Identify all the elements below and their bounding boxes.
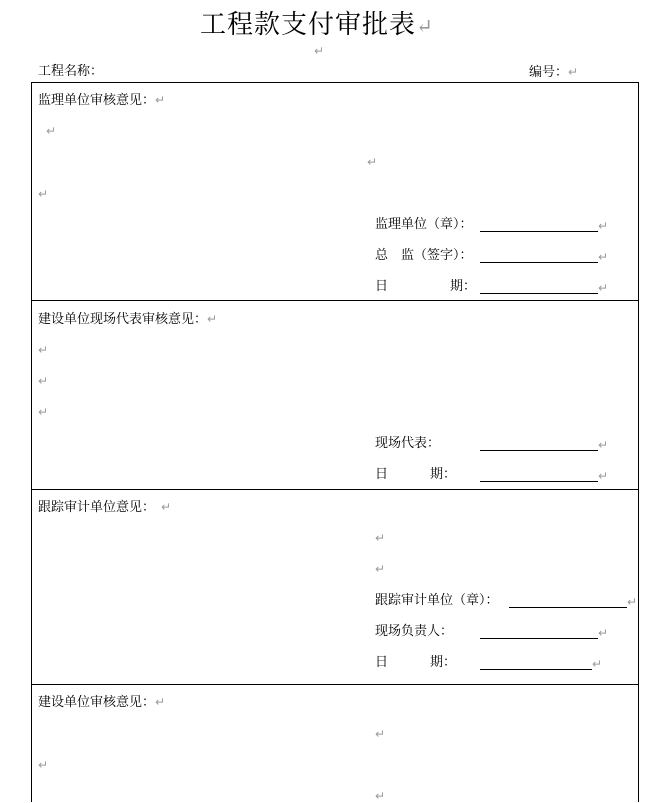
paragraph-mark-icon: ↵ bbox=[207, 312, 218, 326]
paragraph-mark-icon: ↵ bbox=[375, 531, 386, 545]
paragraph-mark-icon: ↵ bbox=[375, 727, 386, 741]
paragraph-mark-icon: ↵ bbox=[38, 758, 49, 772]
paragraph-mark-icon: ↵ bbox=[627, 595, 638, 609]
row-divider bbox=[31, 684, 639, 685]
section-heading bbox=[38, 92, 165, 109]
paragraph-mark-icon: ↵ bbox=[598, 250, 609, 264]
paragraph-mark-icon: ↵ bbox=[161, 500, 172, 514]
paragraph-mark-icon: ↵ bbox=[598, 281, 609, 295]
field-label: 现场代表： bbox=[375, 436, 441, 451]
project-name-label: 工程名称： bbox=[38, 64, 104, 79]
date-label-a: 日 bbox=[375, 279, 389, 294]
signature-line[interactable] bbox=[480, 262, 598, 263]
number-label bbox=[529, 64, 578, 81]
date-label-b: 期： bbox=[430, 467, 457, 482]
paragraph-mark-icon: ↵ bbox=[38, 374, 49, 388]
table-border-top bbox=[31, 82, 639, 83]
paragraph-mark-icon: ↵ bbox=[46, 124, 57, 138]
section-heading-text: 建设单位审核意见： bbox=[38, 695, 156, 710]
paragraph-mark-icon: ↵ bbox=[38, 405, 49, 419]
section-heading-text: 建设单位现场代表审核意见： bbox=[38, 312, 208, 327]
section-heading bbox=[38, 311, 217, 328]
field-label: 跟踪审计单位（章）： bbox=[375, 593, 499, 608]
number-label-text: 编号： bbox=[529, 65, 569, 80]
field-label: 总 监（签字）： bbox=[375, 248, 473, 263]
paragraph-mark-icon: ↵ bbox=[367, 155, 378, 169]
signature-line[interactable] bbox=[480, 638, 598, 639]
paragraph-mark-icon: ↵ bbox=[375, 789, 386, 803]
date-label-a: 日 bbox=[375, 467, 389, 482]
paragraph-mark-icon: ↵ bbox=[314, 44, 325, 58]
signature-line[interactable] bbox=[480, 450, 598, 451]
paragraph-mark-icon: ↵ bbox=[598, 469, 609, 483]
signature-line[interactable] bbox=[509, 607, 627, 608]
paragraph-mark-icon: ↵ bbox=[38, 343, 49, 357]
field-label: 现场负责人： bbox=[375, 624, 454, 639]
date-label-b: 期： bbox=[430, 655, 457, 670]
paragraph-mark-icon: ↵ bbox=[155, 93, 166, 107]
section-heading-text: 监理单位审核意见： bbox=[38, 93, 156, 108]
date-line[interactable] bbox=[480, 293, 598, 294]
date-line[interactable] bbox=[480, 669, 592, 670]
table-border-left bbox=[31, 82, 32, 802]
paragraph-mark-icon: ↵ bbox=[598, 626, 609, 640]
section-heading-text: 跟踪审计单位意见： bbox=[38, 500, 156, 515]
date-label-b: 期： bbox=[450, 279, 477, 294]
paragraph-mark-icon: ↵ bbox=[416, 14, 434, 38]
paragraph-mark-icon: ↵ bbox=[375, 562, 386, 576]
row-divider bbox=[31, 300, 639, 301]
paragraph-mark-icon: ↵ bbox=[592, 657, 603, 671]
section-heading bbox=[38, 499, 171, 516]
page-title bbox=[200, 4, 434, 41]
paragraph-mark-icon: ↵ bbox=[155, 695, 166, 709]
date-label-a: 日 bbox=[375, 655, 389, 670]
date-line[interactable] bbox=[480, 481, 598, 482]
field-label: 监理单位（章）： bbox=[375, 217, 473, 232]
signature-line[interactable] bbox=[480, 231, 598, 232]
paragraph-mark-icon: ↵ bbox=[598, 438, 609, 452]
section-heading bbox=[38, 694, 165, 711]
paragraph-mark-icon: ↵ bbox=[598, 219, 609, 233]
row-divider bbox=[31, 489, 639, 490]
title-text: 工程款支付审批表 bbox=[200, 10, 417, 40]
paragraph-mark-icon: ↵ bbox=[38, 187, 49, 201]
paragraph-mark-icon: ↵ bbox=[568, 65, 579, 79]
table-border-right bbox=[638, 82, 639, 802]
